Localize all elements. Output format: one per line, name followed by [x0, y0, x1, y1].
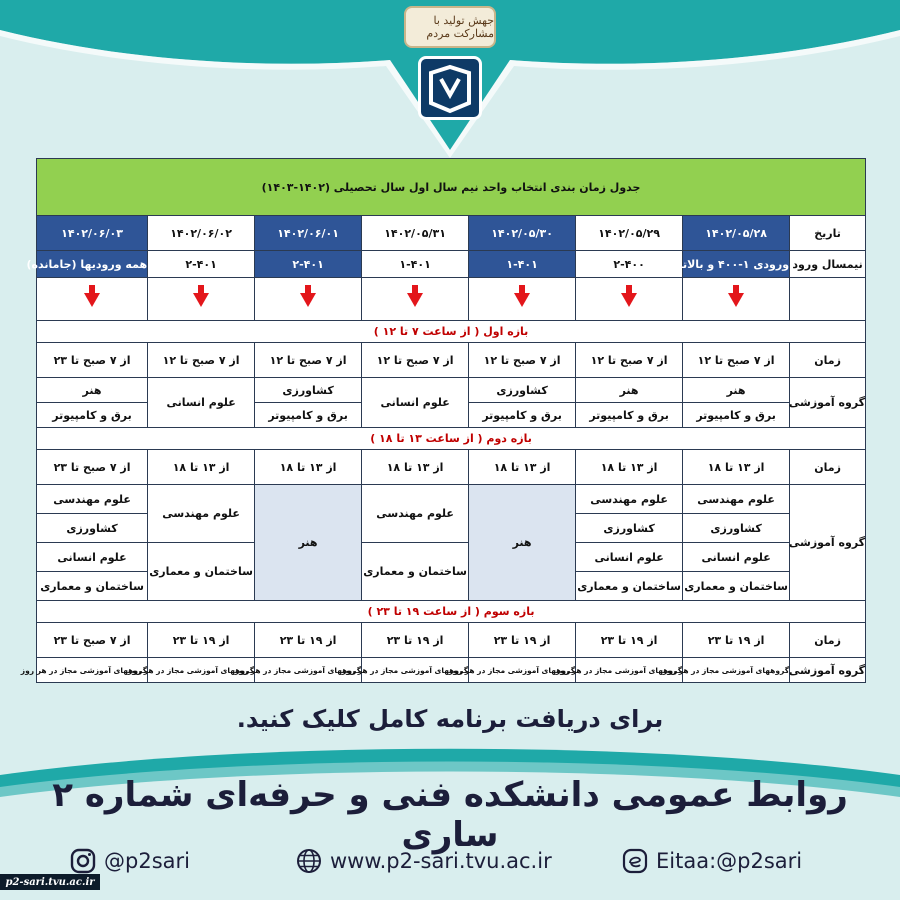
group-cell: علوم مهندسی	[362, 485, 469, 543]
time-cell: از ۱۹ تا ۲۳	[148, 623, 255, 658]
group-cell: ساختمان و معماری	[576, 572, 683, 601]
table-title: جدول زمان بندی انتخاب واحد نیم سال اول سال تحصیلی (۱۴۰۲-۱۴۰۳)	[37, 159, 866, 216]
section-title: بازه دوم ( از ساعت ۱۳ تا ۱۸ )	[37, 428, 866, 450]
instagram-icon	[70, 848, 96, 874]
time-label: زمان	[790, 343, 866, 378]
time-cell: از ۱۳ تا ۱۸	[362, 450, 469, 485]
group-cell: ساختمان و معماری	[683, 572, 790, 601]
time-cell: از ۱۳ تا ۱۸	[683, 450, 790, 485]
arrow-down-icon	[621, 293, 637, 307]
group-cell: علوم مهندسی	[576, 485, 683, 514]
group-cell: برق و کامپیوتر	[576, 403, 683, 428]
time-cell: از ۱۳ تا ۱۸	[148, 450, 255, 485]
time-label: زمان	[790, 450, 866, 485]
group-cell: گروههای آموزشی مجاز در هر روز	[469, 658, 576, 683]
group-cell: کشاورزی	[683, 514, 790, 543]
contact-bar	[0, 848, 900, 878]
time-cell: از ۷ صبح تا ۱۲	[255, 343, 362, 378]
slogan-badge	[404, 6, 496, 48]
entry-cell: ۱-۴۰۱	[362, 251, 469, 278]
dates-row	[37, 216, 866, 251]
entry-cell: ۲-۴۰۱	[255, 251, 362, 278]
group-cell: ساختمان و معماری	[148, 543, 255, 601]
organization-name: روابط عمومی دانشکده فنی و حرفه‌ای شماره ۲ ساری	[52, 775, 848, 855]
group-cell: گروههای آموزشی مجاز در هر روز	[148, 658, 255, 683]
group-cell: هنر	[255, 485, 362, 601]
time-cell: از ۱۳ تا ۱۸	[255, 450, 362, 485]
group-cell: برق و کامپیوتر	[37, 403, 148, 428]
logo-icon	[421, 59, 479, 117]
time-cell: از ۱۳ تا ۱۸	[469, 450, 576, 485]
date-cell: ۱۴۰۲/۰۵/۲۸	[683, 216, 790, 251]
time-cell: از ۱۹ تا ۲۳	[683, 623, 790, 658]
date-cell: ۱۴۰۲/۰۶/۰۳	[37, 216, 148, 251]
eitaa-icon	[622, 848, 648, 874]
entries-row	[37, 251, 866, 278]
website-link[interactable]	[296, 848, 552, 874]
watermark: p2-sari.tvu.ac.ir	[0, 874, 100, 890]
website-url: www.p2-sari.tvu.ac.ir	[330, 849, 552, 873]
group-cell: گروههای آموزشی مجاز در هر روز	[362, 658, 469, 683]
time-cell: از ۱۹ تا ۲۳	[255, 623, 362, 658]
group-cell: علوم انسانی	[683, 543, 790, 572]
group-cell: کشاورزی	[255, 378, 362, 403]
group-cell: برق و کامپیوتر	[683, 403, 790, 428]
section-header	[37, 601, 866, 623]
section-header	[37, 428, 866, 450]
entry-cell: ورودی ۱-۴۰۰ و بالاتر	[683, 251, 790, 278]
time-cell: از ۷ صبح تا ۲۳	[37, 343, 148, 378]
date-cell: ۱۴۰۲/۰۶/۰۲	[148, 216, 255, 251]
time-cell: از ۷ صبح تا ۱۲	[683, 343, 790, 378]
time-cell: از ۷ صبح تا ۱۲	[362, 343, 469, 378]
group-cell: علوم انسانی	[362, 378, 469, 428]
arrow-down-icon	[728, 293, 744, 307]
entry-cell: ۲-۴۰۰	[576, 251, 683, 278]
group-row	[37, 543, 866, 572]
group-cell: گروههای آموزشی مجاز در هر روز	[576, 658, 683, 683]
group-cell: علوم انسانی	[37, 543, 148, 572]
date-cell: ۱۴۰۲/۰۶/۰۱	[255, 216, 362, 251]
time-cell: از ۷ صبح تا ۱۲	[148, 343, 255, 378]
group-row	[37, 485, 866, 514]
group-cell: هنر	[37, 378, 148, 403]
time-cell: از ۱۹ تا ۲۳	[576, 623, 683, 658]
group-cell: علوم مهندسی	[148, 485, 255, 543]
date-label: تاریخ	[790, 216, 866, 251]
entry-cell: ۲-۴۰۱	[148, 251, 255, 278]
arrow-down-icon	[407, 293, 423, 307]
globe-icon	[296, 848, 322, 874]
group-cell: کشاورزی	[469, 378, 576, 403]
eitaa-handle: Eitaa:@p2sari	[656, 849, 803, 873]
group-cell: علوم مهندسی	[37, 485, 148, 514]
arrows-row	[37, 278, 866, 321]
section-title: بازه سوم ( از ساعت ۱۹ تا ۲۳ )	[37, 601, 866, 623]
group-cell: علوم مهندسی	[683, 485, 790, 514]
entry-label: نیمسال ورود	[790, 251, 866, 278]
time-cell: از ۱۹ تا ۲۳	[362, 623, 469, 658]
eitaa-link[interactable]	[622, 848, 802, 874]
instagram-link[interactable]	[70, 848, 190, 874]
group-cell: ساختمان و معماری	[362, 543, 469, 601]
group-label: گروه آموزشی	[790, 485, 866, 601]
time-row	[37, 343, 866, 378]
university-logo	[418, 56, 482, 120]
time-cell: از ۷ صبح تا ۲۳	[37, 450, 148, 485]
download-link[interactable]: برای دریافت برنامه کامل کلیک کنید.	[236, 705, 664, 733]
time-cell: از ۷ صبح تا ۱۲	[576, 343, 683, 378]
arrow-down-icon	[514, 293, 530, 307]
slogan-text: جهش تولید با مشارکت مردم	[426, 14, 494, 40]
entry-cell: ۱-۴۰۱	[469, 251, 576, 278]
instagram-handle: @p2sari	[104, 849, 190, 873]
group-cell: ساختمان و معماری	[37, 572, 148, 601]
header	[0, 0, 900, 160]
group-cell: کشاورزی	[37, 514, 148, 543]
time-cell: از ۱۹ تا ۲۳	[469, 623, 576, 658]
group-cell: علوم انسانی	[576, 543, 683, 572]
schedule-table	[20, 158, 866, 683]
group-cell: هنر	[683, 378, 790, 403]
group-cell: علوم انسانی	[148, 378, 255, 428]
date-cell: ۱۴۰۲/۰۵/۳۱	[362, 216, 469, 251]
group-cell: هنر	[469, 485, 576, 601]
group-cell: کشاورزی	[576, 514, 683, 543]
time-cell: از ۱۳ تا ۱۸	[576, 450, 683, 485]
group-cell: گروههای آموزشی مجاز در هر روز	[683, 658, 790, 683]
group-label: گروه آموزشی	[790, 378, 866, 428]
time-row	[37, 623, 866, 658]
time-cell: از ۷ صبح تا ۲۳	[37, 623, 148, 658]
group-cell: برق و کامپیوتر	[469, 403, 576, 428]
group-row	[37, 658, 866, 683]
section-header	[37, 321, 866, 343]
time-cell: از ۷ صبح تا ۱۲	[469, 343, 576, 378]
arrow-down-icon	[193, 293, 209, 307]
date-cell: ۱۴۰۲/۰۵/۲۹	[576, 216, 683, 251]
date-cell: ۱۴۰۲/۰۵/۳۰	[469, 216, 576, 251]
time-label: زمان	[790, 623, 866, 658]
arrow-down-icon	[300, 293, 316, 307]
group-cell: گروههای آموزشی مجاز در هر روز	[37, 658, 148, 683]
arrow-down-icon	[84, 293, 100, 307]
group-cell: گروههای آموزشی مجاز در هر روز	[255, 658, 362, 683]
time-row	[37, 450, 866, 485]
group-cell: هنر	[576, 378, 683, 403]
group-label: گروه آموزشی	[790, 658, 866, 683]
section-title: بازه اول ( از ساعت ۷ تا ۱۲ )	[37, 321, 866, 343]
table-title-row	[37, 159, 866, 216]
entry-cell: همه ورودیها (جامانده)	[37, 251, 148, 278]
group-cell: برق و کامپیوتر	[255, 403, 362, 428]
group-row	[37, 378, 866, 403]
